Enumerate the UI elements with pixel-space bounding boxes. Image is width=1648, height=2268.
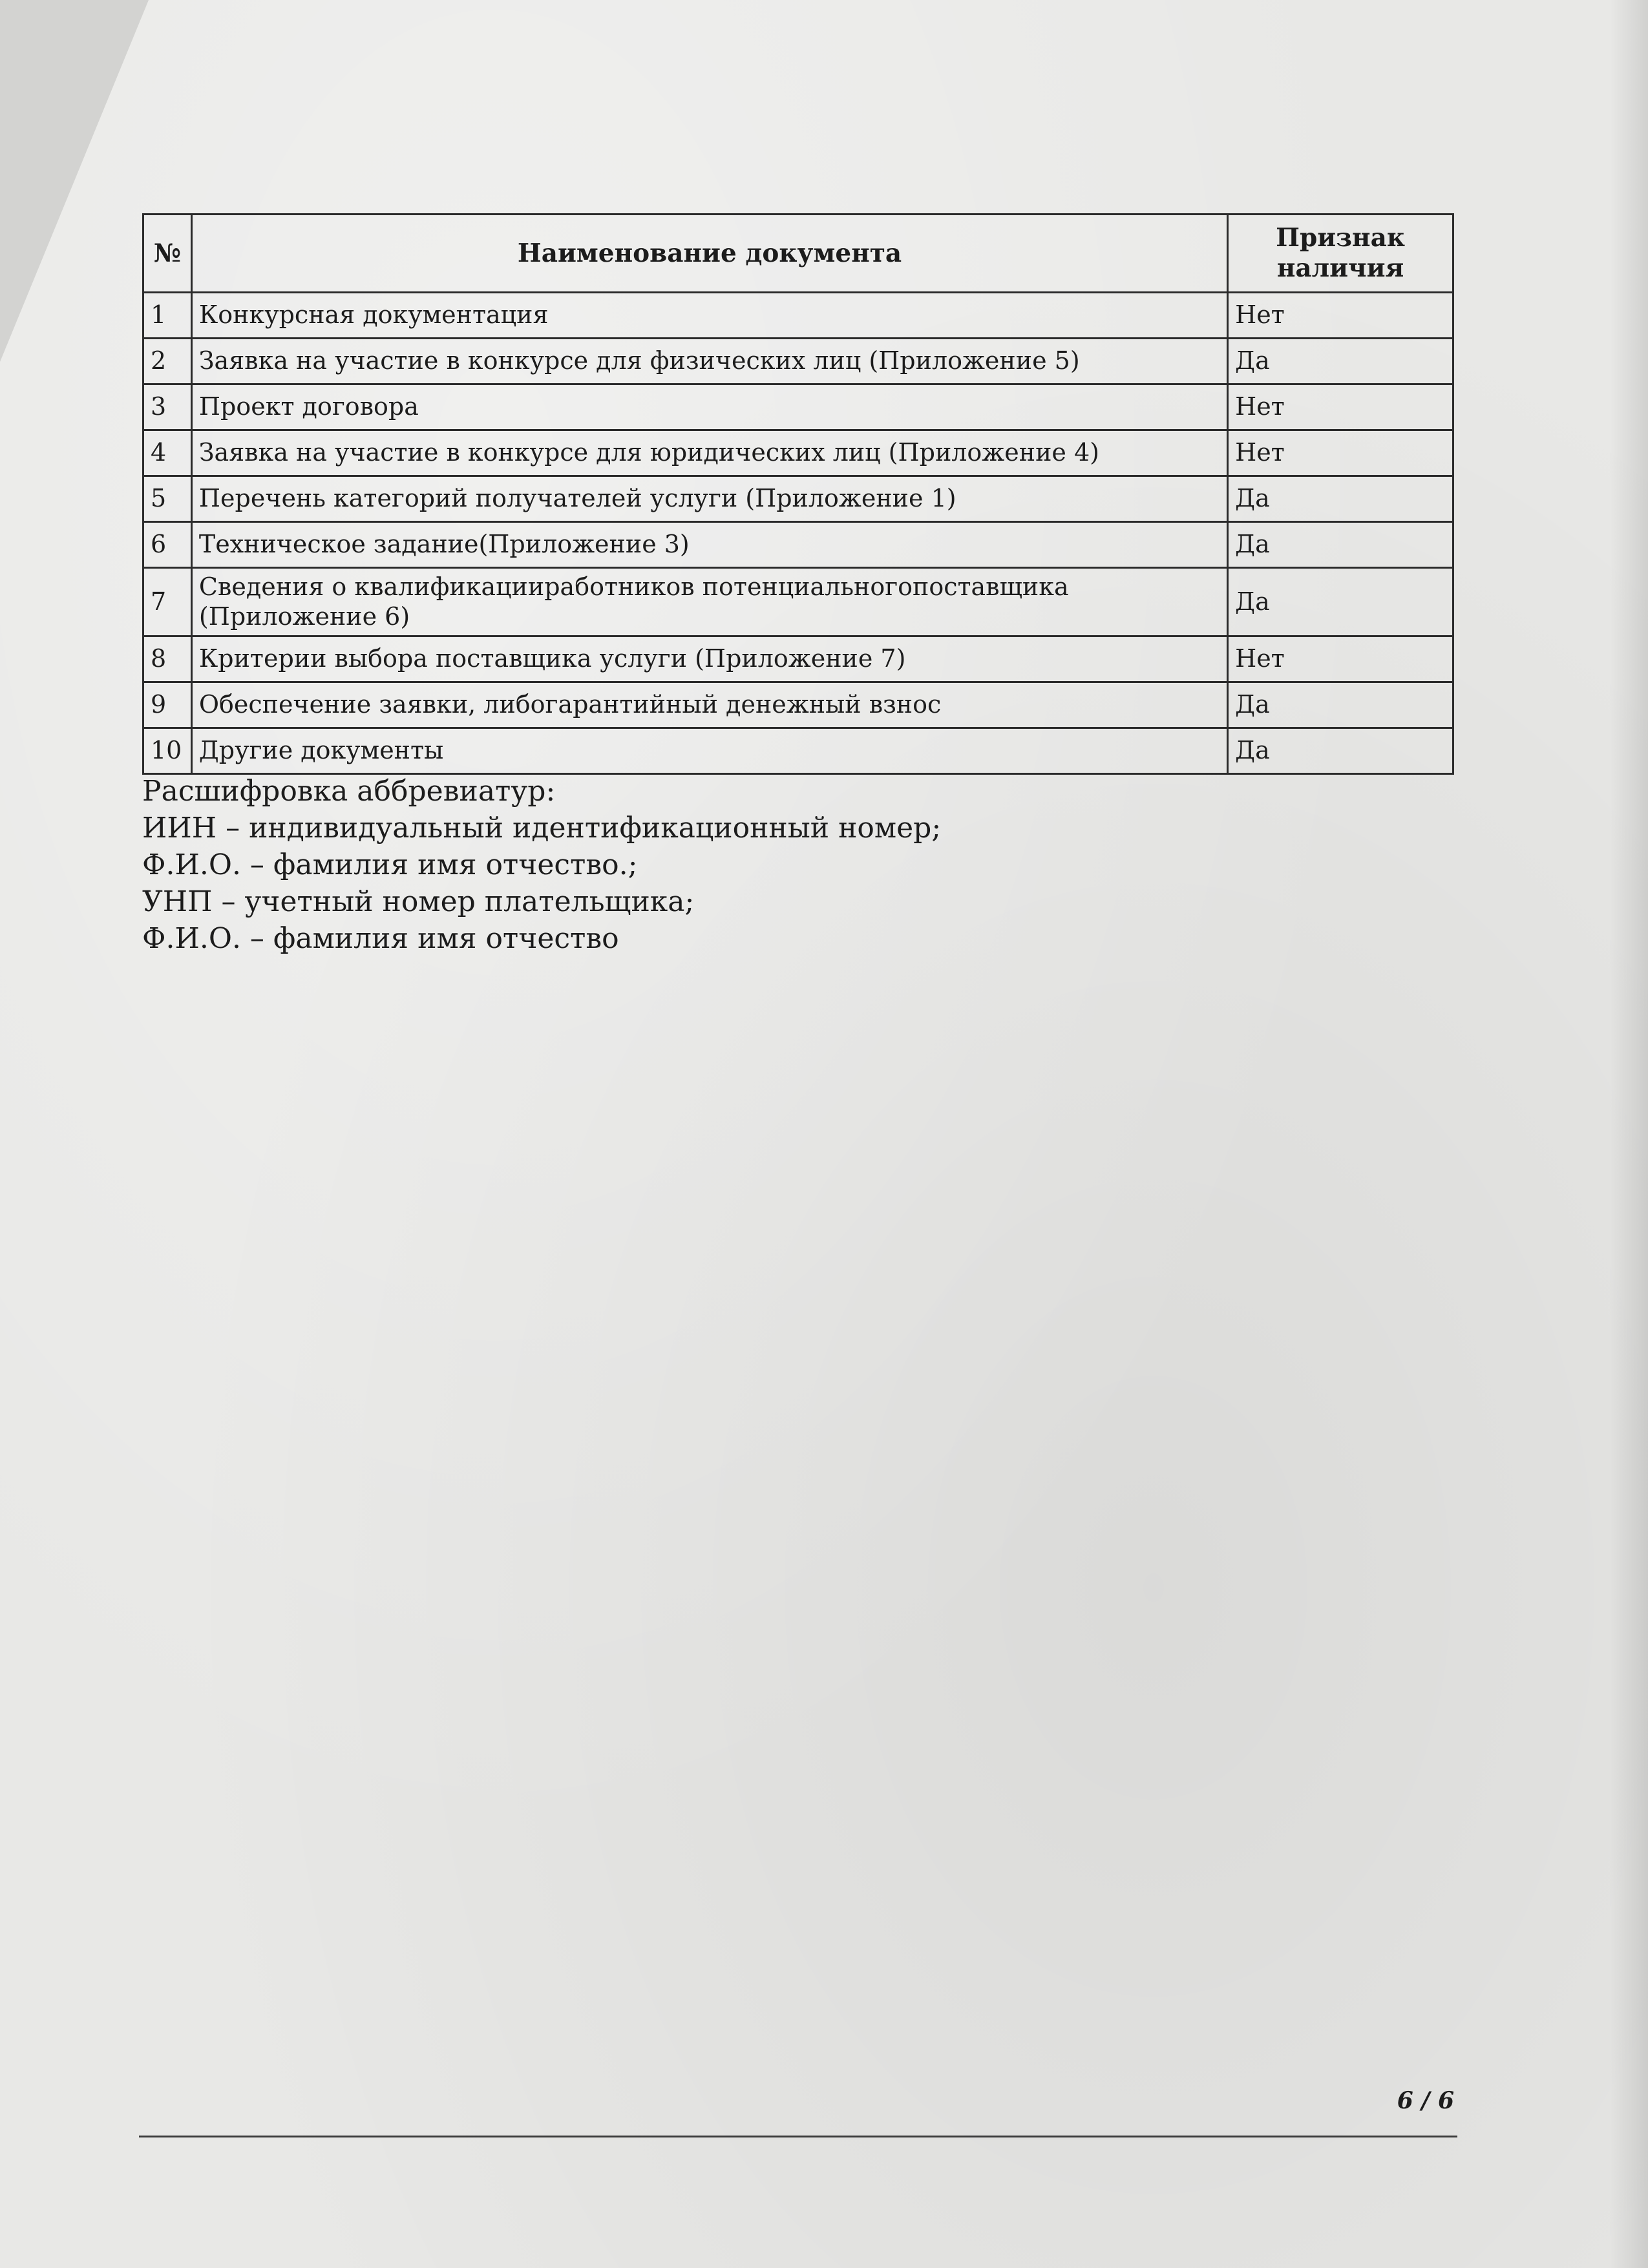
table-row (143, 728, 1453, 774)
row-number: 8 (143, 636, 192, 682)
row-availability: Нет (1228, 430, 1453, 476)
table-row (143, 476, 1453, 522)
row-document-name: Техническое задание(Приложение 3) (191, 522, 1227, 568)
row-availability: Да (1228, 476, 1453, 522)
abbreviation-item: Ф.И.О. – фамилия имя отчество (142, 922, 619, 955)
row-availability: Нет (1228, 636, 1453, 682)
row-document-name: Сведения о квалификацииработников потенциальногопоставщика (Приложение 6) (191, 568, 1227, 636)
row-availability: Да (1228, 568, 1453, 636)
table-row (143, 293, 1453, 339)
header-document-name: Наименование документа (191, 215, 1227, 293)
table-row (143, 522, 1453, 568)
row-document-name: Другие документы (191, 728, 1227, 774)
row-number: 2 (143, 339, 192, 384)
row-number: 1 (143, 293, 192, 339)
abbreviation-item: УНП – учетный номер плательщика; (142, 885, 695, 918)
row-number: 10 (143, 728, 192, 774)
table-row (143, 384, 1453, 430)
row-availability: Да (1228, 728, 1453, 774)
footer-divider (139, 2136, 1457, 2137)
header-availability: Признак наличия (1228, 215, 1453, 293)
abbreviations-title: Расшифровка аббревиатур: (142, 775, 556, 808)
row-document-name: Критерии выбора поставщика услуги (Приложение 7) (191, 636, 1227, 682)
abbreviation-item: ИИН – индивидуальный идентификационный номер; (142, 812, 942, 845)
header-number: № (143, 215, 192, 293)
row-number: 6 (143, 522, 192, 568)
row-document-name: Обеспечение заявки, либогарантийный денежный взнос (191, 682, 1227, 728)
abbreviation-item: Ф.И.О. – фамилия имя отчество.; (142, 848, 638, 881)
row-availability: Да (1228, 682, 1453, 728)
table-row (143, 682, 1453, 728)
row-document-name: Перечень категорий получателей услуги (Приложение 1) (191, 476, 1227, 522)
row-number: 7 (143, 568, 192, 636)
row-document-name: Проект договора (191, 384, 1227, 430)
page-edge-shadow (1609, 0, 1648, 2268)
table-header-row (143, 215, 1453, 293)
table-row (143, 339, 1453, 384)
table-row (143, 568, 1453, 636)
row-availability: Да (1228, 522, 1453, 568)
table-row (143, 636, 1453, 682)
row-document-name: Заявка на участие в конкурсе для юридических лиц (Приложение 4) (191, 430, 1227, 476)
row-document-name: Заявка на участие в конкурсе для физических лиц (Приложение 5) (191, 339, 1227, 384)
page-number: 6 / 6 (1397, 2087, 1454, 2114)
row-number: 5 (143, 476, 192, 522)
documents-table (142, 213, 1454, 775)
row-number: 3 (143, 384, 192, 430)
row-document-name: Конкурсная документация (191, 293, 1227, 339)
row-number: 4 (143, 430, 192, 476)
row-availability: Нет (1228, 293, 1453, 339)
folded-corner (0, 0, 149, 362)
abbreviations-block (142, 773, 1305, 957)
row-availability: Да (1228, 339, 1453, 384)
row-number: 9 (143, 682, 192, 728)
table-row (143, 430, 1453, 476)
row-availability: Нет (1228, 384, 1453, 430)
